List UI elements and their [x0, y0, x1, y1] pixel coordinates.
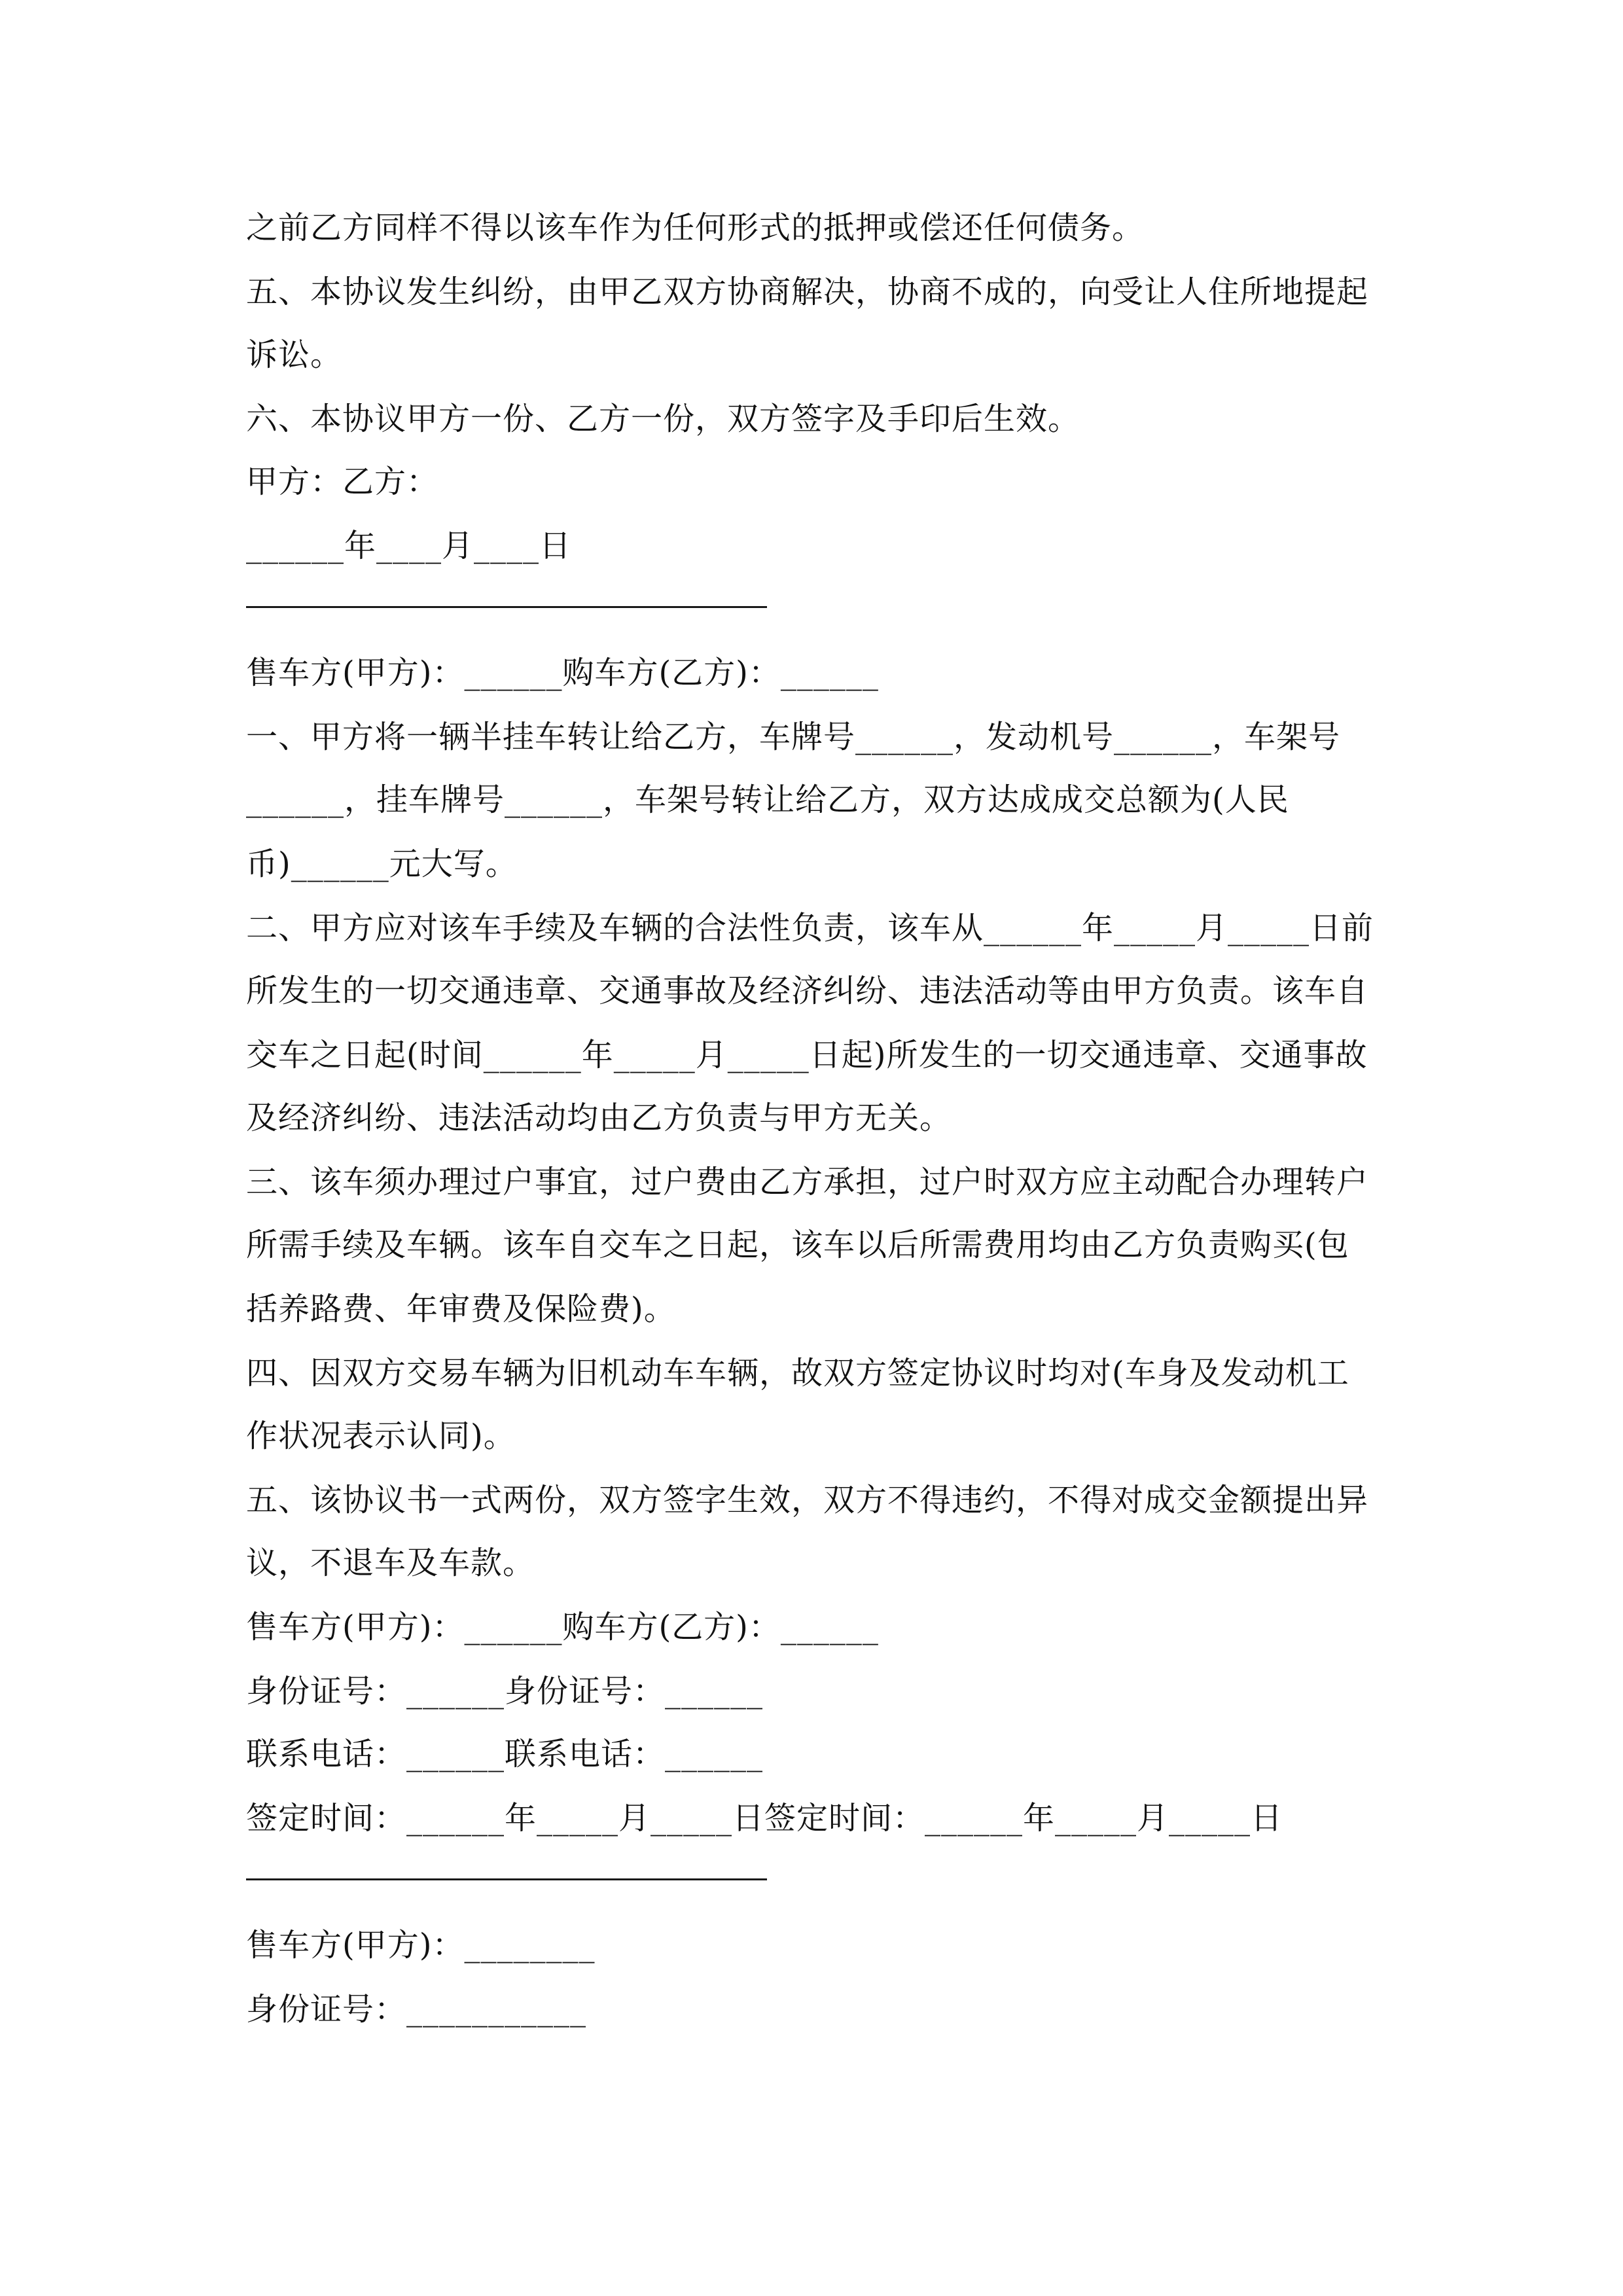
- text-line-6: ______年____月____日: [246, 528, 572, 564]
- text-line-25: 签定时间：______年_____月_____日签定时间：______年_____月_____日: [246, 1800, 1283, 1837]
- text-line-13: 交车之日起(时间______年_____月_____日起)所发生的一切交通违章、交通事故: [246, 1037, 1368, 1073]
- text-line-5: 甲方：乙方：: [246, 463, 439, 500]
- text-line-12: 所发生的一切交通违章、交通事故及经济纠纷、违法活动等由甲方负责。该车自: [246, 973, 1369, 1009]
- text-line-26: 售车方(甲方)：________: [246, 1927, 596, 1964]
- text-line-18: 四、因双方交易车辆为旧机动车车辆，故双方签定协议时均对(车身及发动机工: [246, 1355, 1349, 1391]
- text-line-11: 二、甲方应对该车手续及车辆的合法性负责，该车从______年_____月_____日前: [246, 910, 1374, 946]
- text-line-4: 六、本协议甲方一份、乙方一份，双方签字及手印后生效。: [246, 401, 1080, 437]
- text-line-17: 括养路费、年审费及保险费)。: [246, 1291, 676, 1327]
- text-line-27: 身份证号：___________: [246, 1991, 587, 2028]
- separator-rule-2: [246, 1878, 767, 1880]
- text-line-23: 身份证号：______身份证号：______: [246, 1673, 764, 1710]
- text-line-22: 售车方(甲方)：______购车方(乙方)：______: [246, 1609, 879, 1645]
- text-line-14: 及经济纠纷、违法活动均由乙方负责与甲方无关。: [246, 1100, 952, 1136]
- text-line-21: 议，不退车及车款。: [246, 1545, 535, 1581]
- text-line-3: 诉讼。: [246, 336, 343, 373]
- text-line-2: 五、本协议发生纠纷，由甲乙双方协商解决，协商不成的，向受让人住所地提起: [246, 274, 1369, 310]
- text-line-24: 联系电话：______联系电话：______: [246, 1736, 764, 1772]
- text-line-20: 五、该协议书一式两份，双方签字生效，双方不得违约，不得对成交金额提出异: [246, 1482, 1369, 1518]
- text-line-16: 所需手续及车辆。该车自交车之日起，该车以后所需费用均由乙方负责购买(包: [246, 1227, 1349, 1263]
- text-line-7: 售车方(甲方)：______购车方(乙方)：______: [246, 655, 879, 691]
- text-line-15: 三、该车须办理过户事宜，过户费由乙方承担，过户时双方应主动配合办理转户: [246, 1164, 1369, 1200]
- text-line-1: 之前乙方同样不得以该车作为任何形式的抵押或偿还任何债务。: [246, 209, 1145, 246]
- text-line-8: 一、甲方将一辆半挂车转让给乙方，车牌号______，发动机号______，车架号: [246, 719, 1341, 755]
- text-line-19: 作状况表示认同)。: [246, 1418, 516, 1454]
- text-line-9: ______，挂车牌号______，车架号转让给乙方，双方达成成交总额为(人民: [246, 781, 1289, 818]
- text-line-10: 币)______元大写。: [246, 846, 518, 882]
- separator-rule-1: [246, 606, 767, 608]
